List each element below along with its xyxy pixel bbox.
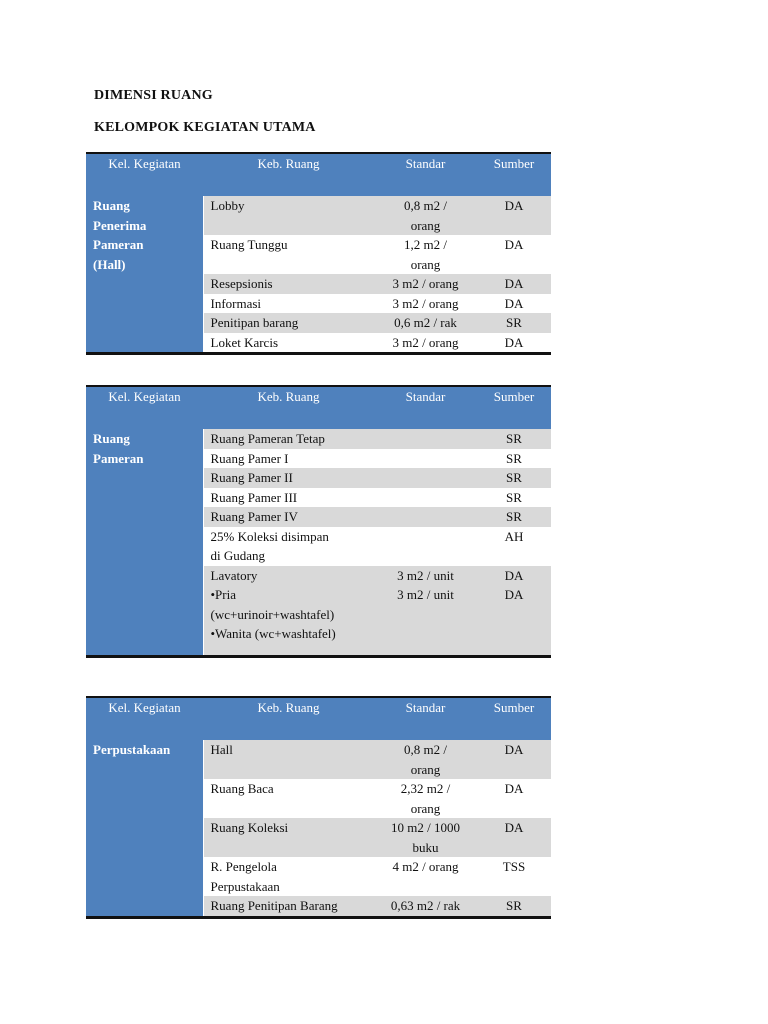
standar-cell [374,527,477,566]
room-cell: Ruang Baca [210,781,274,796]
table-header-row [86,153,551,196]
sumber-cell: DA [477,196,551,235]
sumber-cell: DA [477,274,551,294]
header-kel-kegiatan: Kel. Kegiatan [86,386,203,429]
room-cell: 25% Koleksi disimpan di Gudang [210,528,329,563]
header-keb-ruang: Keb. Ruang [203,697,374,740]
table-perpustakaan [86,696,551,919]
sumber-cell: DA [477,585,551,656]
standar-cell: 3 m2 / orang [374,333,477,354]
room-cell: Ruang Koleksi [203,818,374,857]
header-sumber: Sumber [477,386,551,429]
standar-cell [374,429,477,449]
header-sumber: Sumber [477,697,551,740]
sumber-cell: SR [506,450,522,466]
table-header-row [86,697,551,740]
sumber-cell: SR [477,429,551,449]
standar-cell: 0,63 m2 / rak [374,896,477,917]
section-title: KELOMPOK KEGIATAN UTAMA [94,120,316,135]
room-cell: Ruang Pamer II [203,468,374,488]
page-title: DIMENSI RUANG [94,88,213,103]
room-cell: R. Pengelola Perpustakaan [210,859,280,894]
room-cell: Ruang Pameran Tetap [203,429,374,449]
sumber-cell: DA [504,781,524,796]
header-standar: Standar [374,386,477,429]
standar-cell: 1,2 m2 / orang [404,237,447,272]
header-kel-kegiatan: Kel. Kegiatan [86,697,203,740]
sumber-cell: SR [477,507,551,527]
standar-cell [374,507,477,527]
standar-cell [374,468,477,488]
sumber-cell: SR [477,468,551,488]
room-cell: Hall [203,740,374,779]
sumber-cell: DA [477,740,551,779]
standar-cell: 4 m2 / orang [392,859,459,874]
standar-cell: 3 m2 / unit [374,585,477,656]
sumber-cell: DA [504,295,524,311]
standar-cell: 2,32 m2 / orang [400,781,451,816]
header-standar: Standar [374,153,477,196]
sumber-cell: DA [477,818,551,857]
standar-cell [374,449,477,469]
standar-cell: 0,6 m2 / rak [374,313,477,333]
group-cell: Perpustakaan [86,740,203,917]
group-cell: Ruang Pameran [86,429,203,656]
room-cell: Ruang Tunggu [210,237,288,252]
room-cell: •Pria (wc+urinoir+washtafel) •Wanita (wc+washtafel) [203,585,374,656]
standar-cell [374,488,477,508]
header-keb-ruang: Keb. Ruang [203,386,374,429]
sumber-cell: DA [504,237,524,252]
standar-cell: 3 m2 / unit [374,566,477,586]
table-row [86,740,551,779]
header-keb-ruang: Keb. Ruang [203,153,374,196]
table-row [86,429,551,449]
table-header-row [86,386,551,429]
sumber-cell: TSS [502,859,526,874]
standar-cell: 10 m2 / 1000 buku [374,818,477,857]
sumber-cell: AH [504,528,524,544]
header-kel-kegiatan: Kel. Kegiatan [86,153,203,196]
table-ruang-penerima [86,152,551,355]
sumber-cell: DA [477,566,551,586]
header-sumber: Sumber [477,153,551,196]
room-cell: Ruang Pamer III [210,489,298,505]
room-cell: Lobby [203,196,374,235]
room-cell: Penitipan barang [203,313,374,333]
sumber-cell: DA [477,333,551,354]
room-cell: Ruang Penitipan Barang [203,896,374,917]
room-cell: Informasi [210,295,262,311]
room-cell: Lavatory [203,566,374,586]
room-cell: Ruang Pamer I [210,450,289,466]
table-ruang-pameran [86,385,551,658]
group-cell: Ruang Penerima Pameran (Hall) [86,196,203,354]
standar-cell: 0,8 m2 / orang [374,196,477,235]
header-standar: Standar [374,697,477,740]
standar-cell: 0,8 m2 / orang [374,740,477,779]
room-cell: Ruang Pamer IV [203,507,374,527]
table-row [86,196,551,235]
standar-cell: 3 m2 / orang [374,274,477,294]
standar-cell: 3 m2 / orang [392,295,459,311]
room-cell: Loket Karcis [203,333,374,354]
sumber-cell: SR [477,313,551,333]
sumber-cell: SR [477,896,551,917]
room-cell: Resepsionis [203,274,374,294]
sumber-cell: SR [506,489,522,505]
